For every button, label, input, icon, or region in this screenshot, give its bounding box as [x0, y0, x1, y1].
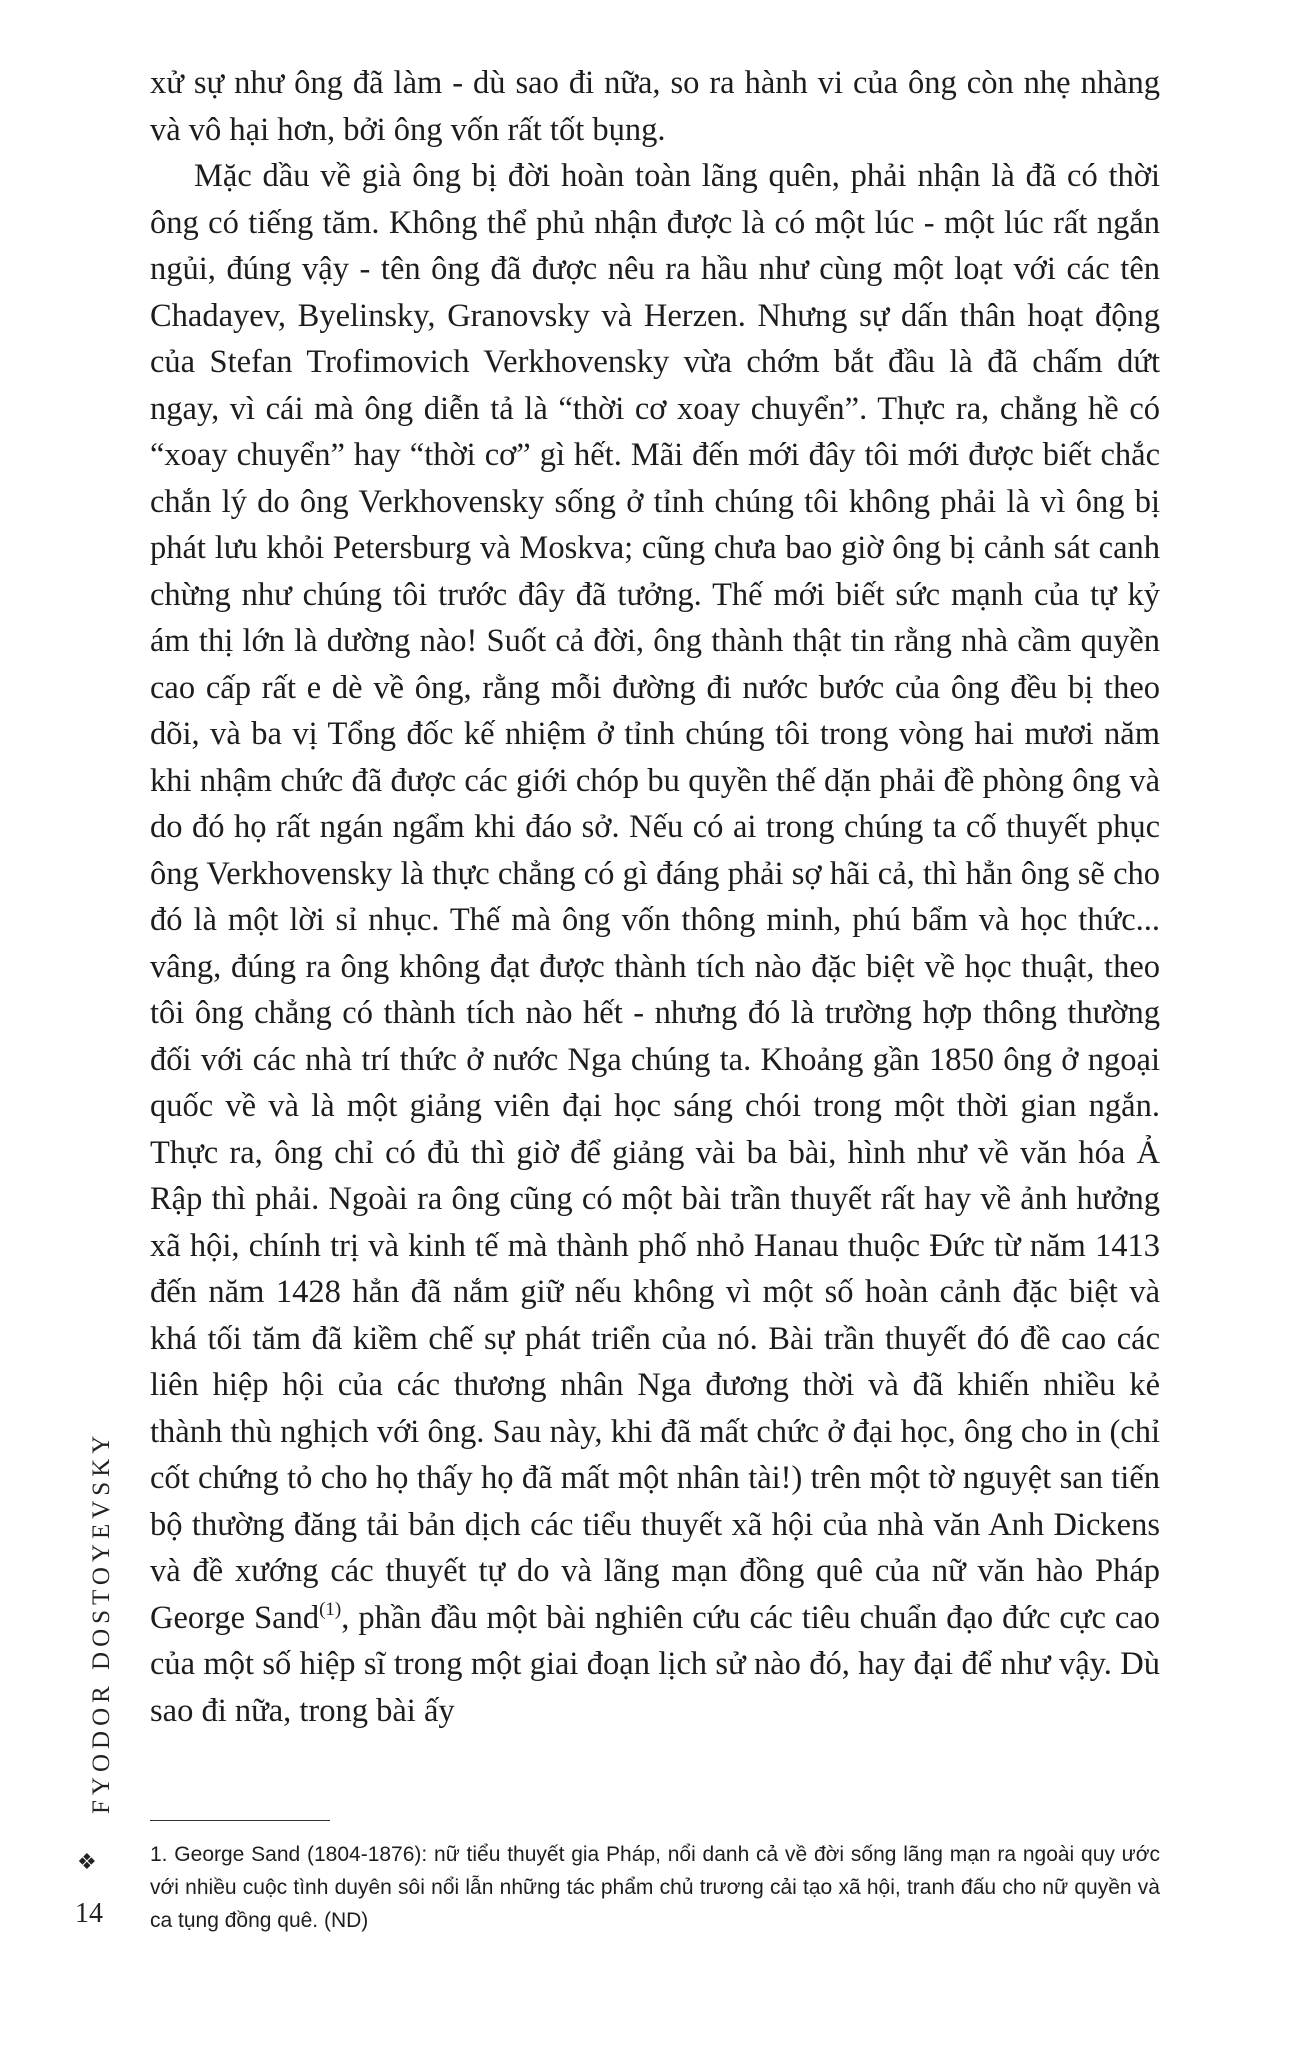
footnote-divider	[150, 1820, 330, 1821]
paragraph-text: Mặc dầu về già ông bị đời hoàn toàn lãng quên, phải nhận là đã có thời ông có tiếng tăm. Không thể phủ nhận được là có một lúc - một lúc rất ngắn ngủi, đúng vậy - tên ông đã được nêu ra hầu như cùng một loạt với các tên Chadayev, Byelinsky, Granovsky và Herzen. Nhưng sự dấn thân hoạt động của Stefan Trofimovich Verkhovensky vừa chớm bắt đầu là đã chấm dứt ngay, vì cái mà ông diễn tả là “thời cơ xoay chuyển”. Thực ra, chẳng hề có “xoay chuyển” hay “thời cơ” gì hết. Mãi đến mới đây tôi mới được biết chắc chắn lý do ông Verkhovensky sống ở tỉnh chúng tôi không phải là vì ông bị phát lưu khỏi Petersburg và Moskva; cũng chưa bao giờ ông bị cảnh sát canh chừng như chúng tôi trước đây đã tưởng. Thế mới biết sức mạnh của tự kỷ ám thị lớn là dường nào! Suốt cả đời, ông thành thật tin rằng nhà cầm quyền cao cấp rất e dè về ông, rằng mỗi đường đi nước bước của ông đều bị theo dõi, và ba vị Tổng đốc kế nhiệm ở tỉnh chúng tôi trong vòng hai mươi năm khi nhậm chức đã được các giới chóp bu quyền thế dặn phải đề phòng ông và do đó họ rất ngán ngẩm khi đáo sở. Nếu có ai trong chúng ta cố thuyết phục ông Verkhovensky là thực chẳng có gì đáng phải sợ hãi cả, thì hẳn ông sẽ cho đó là một lời sỉ nhục. Thế mà ông vốn thông minh, phú bẩm và học thức... vâng, đúng ra ông không đạt được thành tích nào đặc biệt về học thuật, theo tôi ông chẳng có thành tích nào hết - nhưng đó là trường hợp thông thường đối với các nhà trí thức ở nước Nga chúng ta. Khoảng gần 1850 ông ở ngoại quốc về và là một giảng viên đại học sáng chói trong một thời gian ngắn. Thực ra, ông chỉ có đủ thì giờ để giảng vài ba bài, hình như về văn hóa Ả Rập thì phải. Ngoài ra ông cũng có một bài trần thuyết rất hay về ảnh hưởng xã hội, chính trị và kinh tế mà thành phố nhỏ Hanau thuộc Đức từ năm 1413 đến năm 1428 hẳn đã nắm giữ nếu không vì một số hoàn cảnh đặc biệt và khá tối tăm đã kiềm chế sự phát triển của nó. Bài trần thuyết đó đề cao các liên hiệp hội của các thương nhân Nga đương thời và đã khiến nhiều kẻ thành thù nghịch với ông. Sau này, khi đã mất chức ở đại học, ông cho in (chỉ cốt chứng tỏ cho họ thấy họ đã mất một nhân tài!) trên một tờ nguyệt san tiến bộ thường đăng tải bản dịch các tiểu thuyết xã hội của nhà văn Anh Dickens và đề xướng các thuyết tự do và lãng mạn đồng quê của nữ văn hào Pháp George Sand	[150, 158, 1160, 1636]
page-number: 14	[75, 1898, 103, 1929]
footnote-reference: (1)	[319, 1598, 342, 1620]
paragraph-text: xử sự như ông đã làm - dù sao đi nữa, so ra hành vi của ông còn nhẹ nhàng và vô hại hơn, bởi ông vốn rất tốt bụng.	[150, 65, 1160, 148]
footnote-block	[150, 1838, 1160, 1937]
footnote-text: 1. George Sand (1804-1876): nữ tiểu thuyết gia Pháp, nổi danh cả về đời sống lãng mạn ra ngoài quy ước với nhiều cuộc tình duyên sôi nổi lẫn những tác phẩm chủ trương cải tạo xã hội, tranh đấu cho nữ quyền và ca tụng đồng quê. (ND)	[150, 1843, 1160, 1932]
paragraph-main	[150, 153, 1160, 1734]
paragraph-continued	[150, 60, 1160, 153]
running-head-author: FYODOR DOSTOYEVSKY	[88, 1430, 115, 1814]
ornament-icon: ❖	[77, 1850, 97, 1875]
paragraph-text-continued: , phần đầu một bài nghiên cứu các tiêu chuẩn đạo đức cực cao của một số hiệp sĩ trong một giai đoạn lịch sử nào đó, hay đại để như vậy. Dù sao đi nữa, trong bài ấy	[150, 1599, 1161, 1729]
body-text	[150, 60, 1160, 1734]
